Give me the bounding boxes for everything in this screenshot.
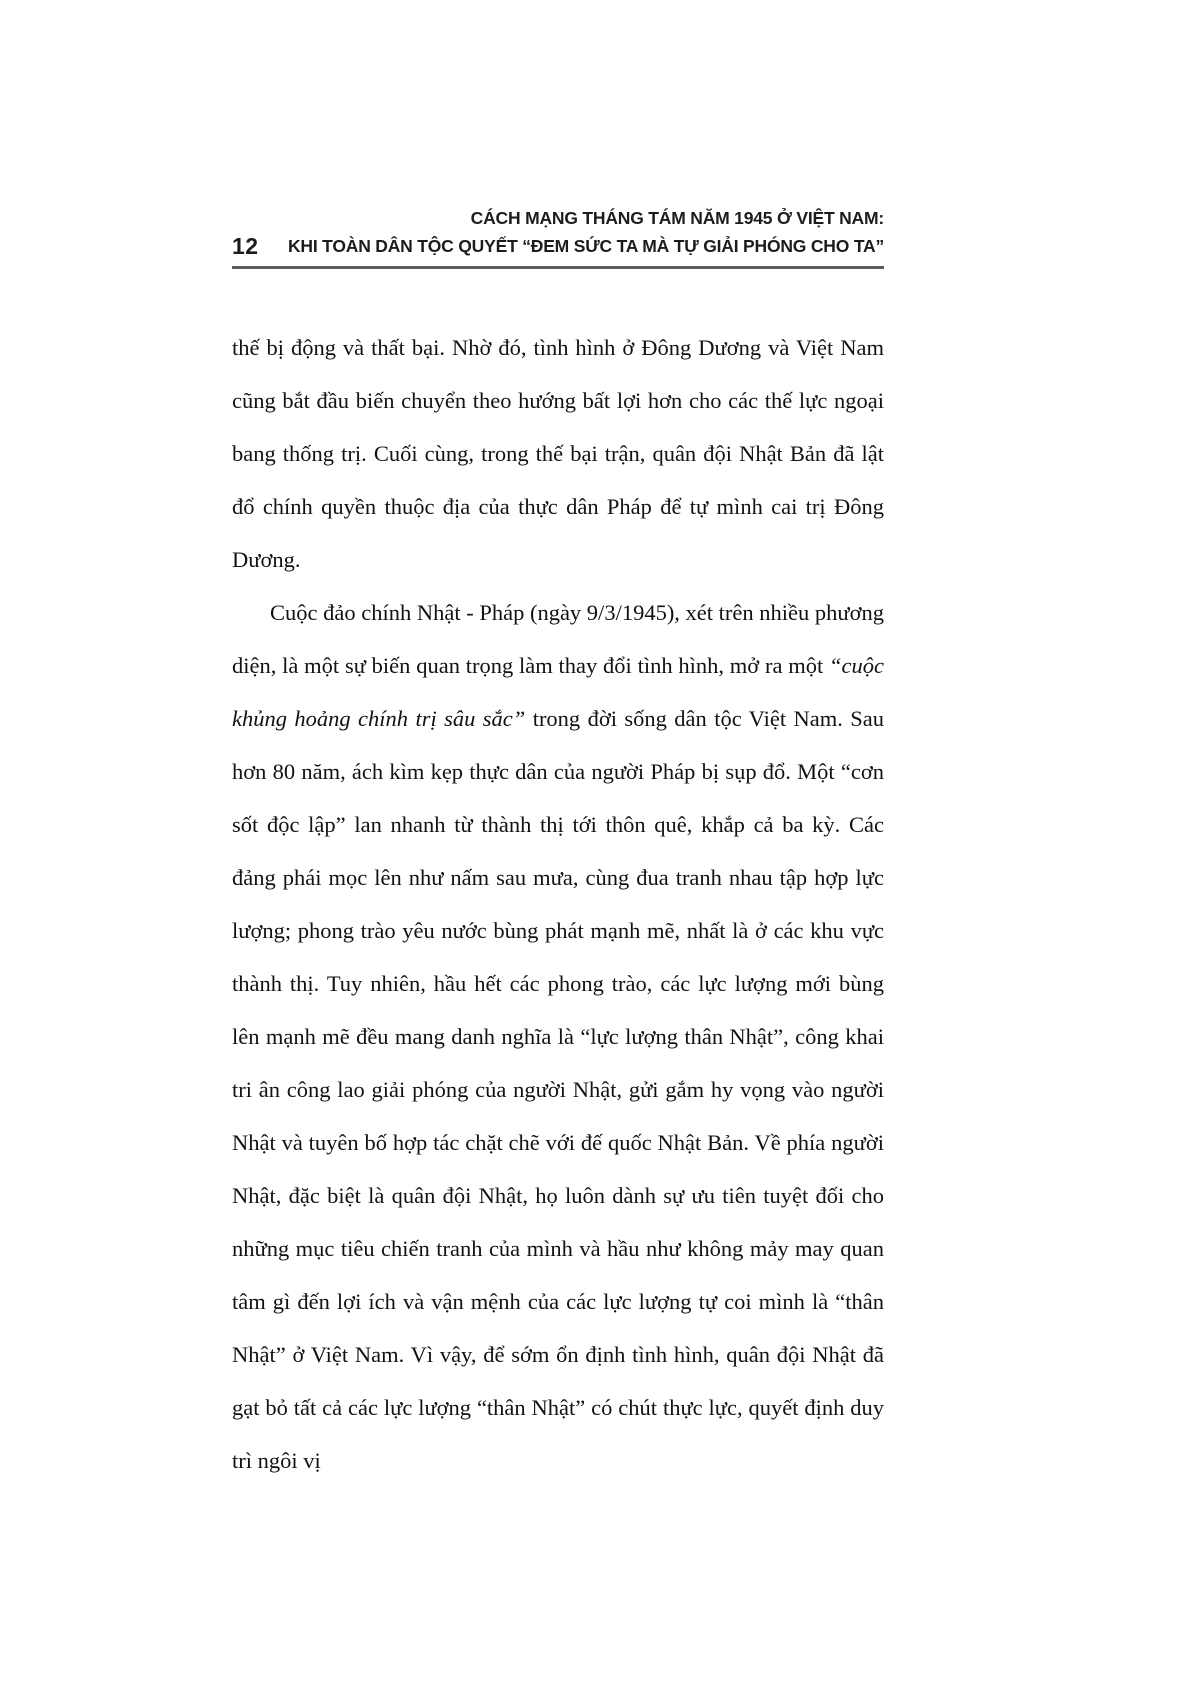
paragraph-continued: thế bị động và thất bại. Nhờ đó, tình hình ở Đông Dương và Việt Nam cũng bắt đầu biến chuyển theo hướng bất lợi hơn cho các thế lực ngoại bang thống trị. Cuối cùng, trong thế bại trận, quân đội Nhật Bản đã lật đổ chính quyền thuộc địa của thực dân Pháp để tự mình cai trị Đông Dương. [232, 335, 884, 572]
paragraph-coup-text-before: Cuộc đảo chính Nhật - Pháp (ngày 9/3/1945), xét trên nhiều phương diện, là một sự biến quan trọng làm thay đổi tình hình, mở ra một [232, 600, 884, 678]
paragraph-coup-text-after: trong đời sống dân tộc Việt Nam. Sau hơn 80 năm, ách kìm kẹp thực dân của người Pháp bị sụp đổ. Một “cơn sốt độc lập” lan nhanh từ thành thị tới thôn quê, khắp cả ba kỳ. Các đảng phái mọc lên như nấm sau mưa, cùng đua tranh nhau tập hợp lực lượng; phong trào yêu nước bùng phát mạnh mẽ, nhất là ở các khu vực thành thị. Tuy nhiên, hầu hết các phong trào, các lực lượng mới bùng lên mạnh mẽ đều mang danh nghĩa là “lực lượng thân Nhật”, công khai tri ân công lao giải phóng của người Nhật, gửi gắm hy vọng vào người Nhật và tuyên bố hợp tác chặt chẽ với đế quốc Nhật Bản. Về phía người Nhật, đặc biệt là quân đội Nhật, họ luôn dành sự ưu tiên tuyệt đối cho những mục tiêu chiến tranh của mình và hầu như không mảy may quan tâm gì đến lợi ích và vận mệnh của các lực lượng tự coi mình là “thân Nhật” ở Việt Nam. Vì vậy, để sớm ổn định tình hình, quân đội Nhật đã gạt bỏ tất cả các lực lượng “thân Nhật” có chút thực lực, quyết định duy trì ngôi vị [232, 706, 884, 1473]
paragraph-coup-italic-quote: “cuộc khủng hoảng chính trị sâu sắc” [232, 653, 884, 731]
page-header [232, 204, 884, 260]
page-body-text [232, 321, 884, 1487]
running-title [288, 204, 884, 260]
running-title-line1: CÁCH MẠNG THÁNG TÁM NĂM 1945 Ở VIỆT NAM: [470, 208, 884, 228]
paragraph-coup [232, 586, 884, 1487]
running-title-line2: KHI TOÀN DÂN TỘC QUYẾT “ĐEM SỨC TA MÀ TỰ GIẢI PHÓNG CHO TA” [287, 236, 884, 256]
page-number: 12 [232, 233, 259, 259]
content-column [232, 0, 884, 1487]
header-divider-rule [232, 266, 884, 269]
